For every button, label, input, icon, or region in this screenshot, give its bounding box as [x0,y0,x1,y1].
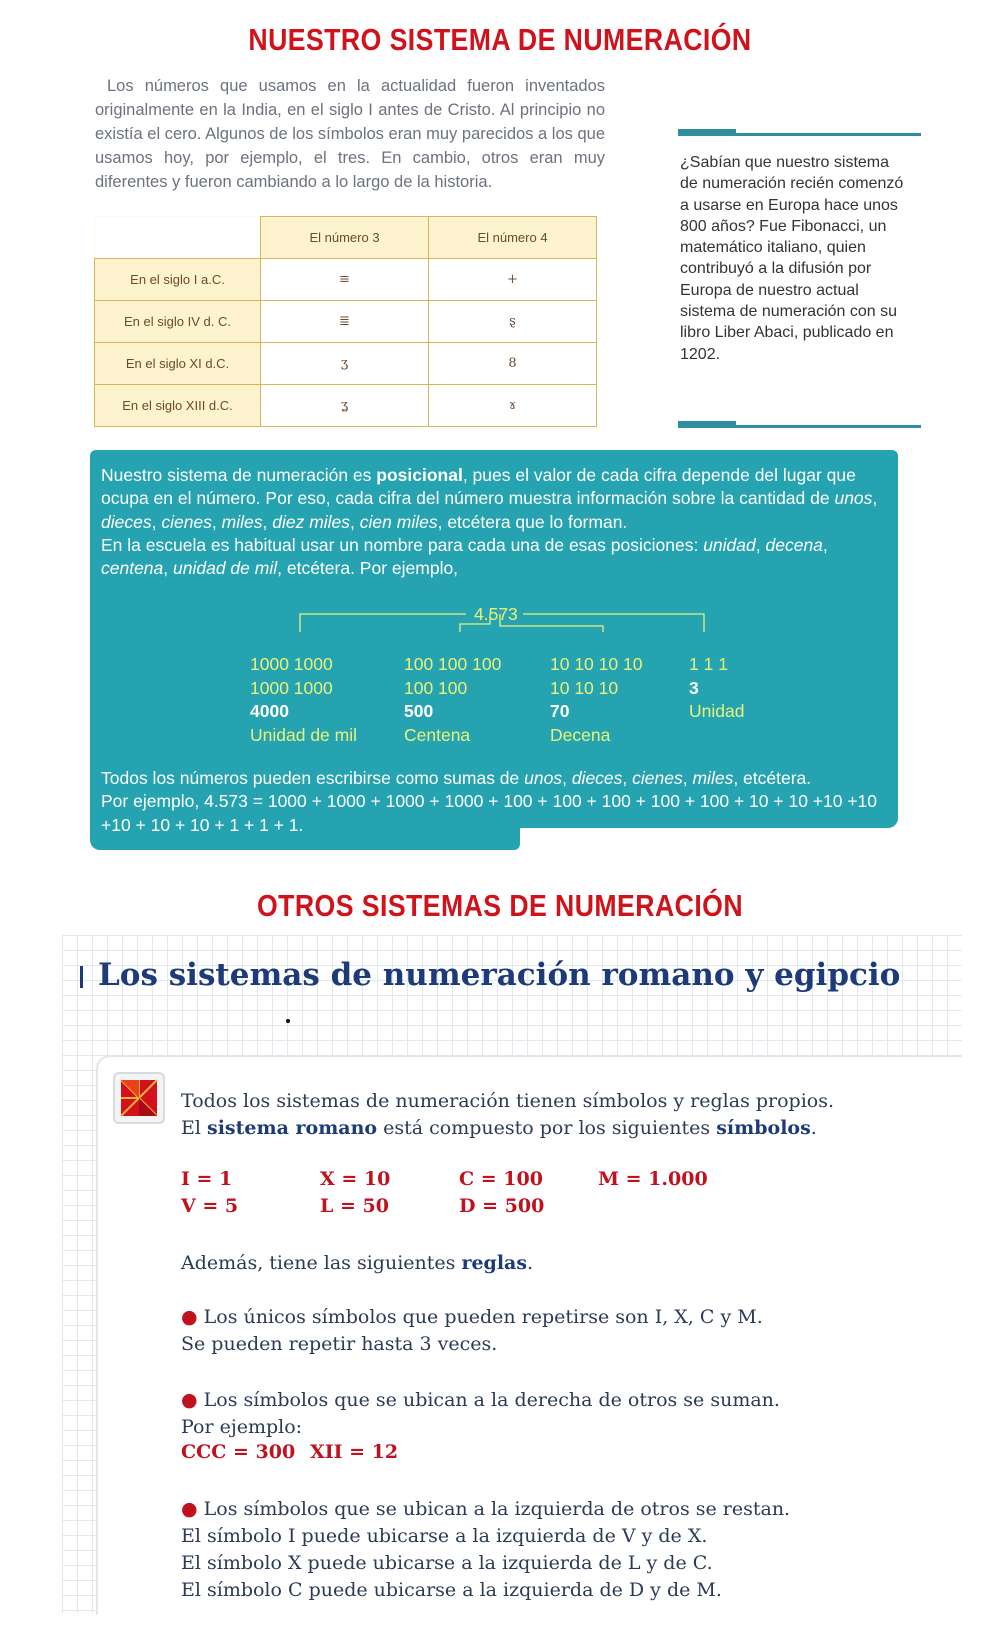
row-label: En el siglo I a.C. [95,259,261,301]
bullet-icon: ● [181,1306,198,1328]
subtitle-romano-egipcio: Los sistemas de numeración romano y egipcio [98,957,901,993]
example-ccc: CCC = 300 [181,1441,296,1463]
symbol-l: L = 50 [320,1195,389,1217]
speck-mark [286,1019,290,1023]
example-number: 4.573 [474,604,518,624]
row-label: En el siglo XI d.C. [95,343,261,385]
intro-paragraph: Los números que usamos en la actualidad fueron inventados originalmente en la India, en el siglo I antes de Cristo. Al principio no existía el cero. Algunos de los símbolos eran muy parecidos a los que usamos hoy, por ejemplo, el tres. En cambio, otros eran muy diferentes y fueron cambiando a lo largo de la historia. [95,77,605,191]
bracket-unidad [523,614,704,632]
symbol-i: I = 1 [181,1168,233,1190]
bullet-icon: ● [181,1389,198,1411]
glyph-4: ȿ [429,301,597,343]
rule-2-line-2: Por ejemplo: [181,1416,303,1438]
bullet-icon: ● [181,1498,198,1520]
glyph-4: ɤ [429,385,597,427]
section-title-otros: OTROS SISTEMAS DE NUMERACIÓN [256,888,744,923]
symbol-v: V = 5 [181,1195,239,1217]
glyph-3: ≡ [261,259,429,301]
row-label: En el siglo XIII d.C. [95,385,261,427]
rule-3-line-1: ● Los símbolos que se ubican a la izquierda de otros se restan. [181,1498,791,1520]
glyph-4: 8 [429,343,597,385]
positional-paragraph: Nuestro sistema de numeración es posicional, pues el valor de cada cifra depende del lugar que ocupa en el número. Por eso, cada cifra del número muestra información sobre la cantidad de unos, dieces, cienes, miles, diez miles, cien miles, etcétera que lo forman. En la escuela es habitual usar un nombre para cada una de esas posiciones: unidad, decena, centena, unidad de mil, etcétera. Por ejemplo, [101,465,878,579]
glyph-4: + [429,259,597,301]
symbol-m: M = 1.000 [598,1168,708,1190]
rule-1-line-2: Se pueden repetir hasta 3 veces. [181,1333,498,1355]
rule-3-line-4: El símbolo C puede ubicarse a la izquierda de D y de M. [181,1579,722,1601]
example-xii: XII = 12 [310,1441,399,1463]
title-marker [80,966,83,988]
rules-intro: Además, tiene las siguientes reglas. [181,1252,534,1274]
glyph-3: ʓ [261,385,429,427]
row-label: En el siglo IV d. C. [95,301,261,343]
rule-1-line-1: ● Los únicos símbolos que pueden repetirse son I, X, C y M. [181,1306,763,1328]
rule-2-line-1: ● Los símbolos que se ubican a la derecha de otros se suman. [181,1389,780,1411]
bracket-mil [300,614,466,632]
symbol-x: X = 10 [320,1168,391,1190]
column-unidad-de-mil: 1000 1000 1000 1000 4000 Unidad de mil [250,654,357,745]
header-numero-3: El número 3 [261,217,429,259]
column-centena: 100 100 100 100 100 500 Centena [404,654,502,745]
glyph-3: ≣ [261,301,429,343]
tangram-icon [113,1072,165,1124]
rule-3-line-2: El símbolo I puede ubicarse a la izquierda de V y de X. [181,1525,708,1547]
column-unidad: 1 1 1 3 Unidad [689,654,745,721]
rule-3-line-3: El símbolo X puede ubicarse a la izquierda de L y de C. [181,1552,713,1574]
intro-line-1: Todos los sistemas de numeración tienen símbolos y reglas propios. [181,1090,835,1112]
glyph-3: ʒ [261,343,429,385]
column-decena: 10 10 10 10 10 10 10 70 Decena [550,654,643,745]
symbol-c: C = 100 [459,1168,543,1190]
sums-paragraph: Todos los números pueden escribirse como sumas de unos, dieces, cienes, miles, etcétera. Por ejemplo, 4.573 = 1000 + 1000 + 1000 + 1000 + 100 + 100 + 100 + 100 + 100 + 10 + 10 +10 +10 +10 + 10 + 10 + 1 + 1 + 1. [101,768,878,835]
symbol-d: D = 500 [459,1195,545,1217]
section-title-nuestro: NUESTRO SISTEMA DE NUMERACIÓN [248,22,752,57]
fibonacci-note-text: ¿Sabían que nuestro sistema de numeración recién comenzó a usarse en Europa hace unos 800 años? Fue Fibonacci, un matemático italiano, quien contribuyó a la difusión por Europa de nuestro actual sistema de numeración con su libro Liber Abaci, publicado en 1202. [680,154,904,363]
intro-line-2: El sistema romano está compuesto por los siguientes símbolos. [181,1117,817,1139]
header-numero-4: El número 4 [429,217,597,259]
